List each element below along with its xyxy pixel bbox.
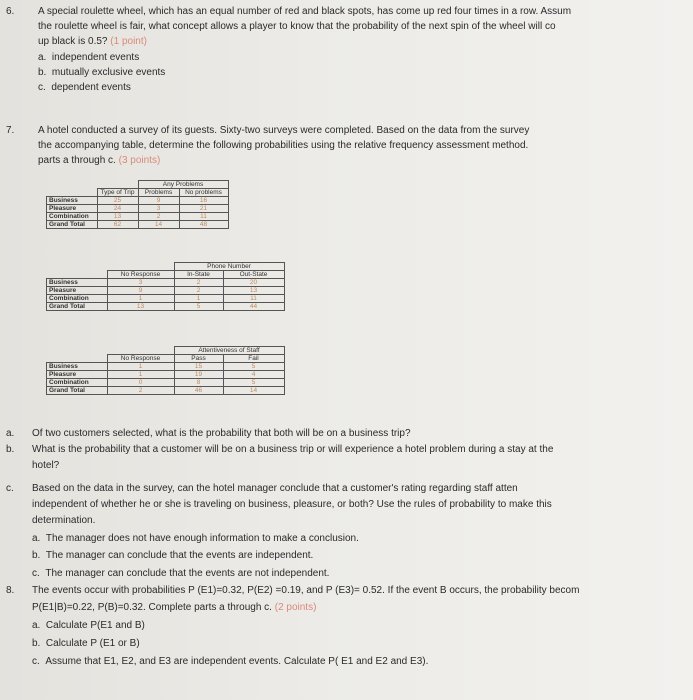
table-col-header: Fail [223,355,284,363]
cell: 25 [97,197,138,205]
part-letter: c. [32,656,40,667]
q7-points: (3 points) [118,155,161,166]
q6-number: 6. [6,6,15,17]
q7-part-b-line2: hotel? [32,460,60,471]
q6-points: (1 point) [110,36,147,47]
part-text: Assume that E1, E2, and E3 are independent events. Calculate P( E1 and E2 and E3). [45,656,429,667]
option-text: mutually exclusive events [51,67,166,78]
cell: 3 [107,279,174,287]
table-row [47,387,285,395]
table-col-header: No Response [107,355,174,363]
table-col-header: Pass [174,355,223,363]
table-group-header: Attentiveness of Staff [174,347,284,355]
option-text: The manager does not have enough information to make a conclusion. [45,533,359,544]
table-row [47,363,285,371]
q7-text-line1: A hotel conducted a survey of its guests. Sixty-two surveys were completed. Based on the data from the survey [38,125,530,136]
cell: 2 [107,387,174,395]
cell: 1 [107,371,174,379]
table-any-problems [46,180,229,229]
table-row [47,379,285,387]
q8-points: (2 points) [274,602,317,613]
q6-text-line3-text: up black is 0.5? [38,36,108,47]
cell: 9 [107,287,174,295]
cell: 8 [174,379,223,387]
table-row [47,205,229,213]
option-letter: c. [32,568,40,579]
row-label: Business [47,363,108,371]
q6-option-a[interactable] [38,50,139,65]
q6-option-b[interactable] [38,65,165,80]
cell: 2 [174,279,223,287]
q7-part-c-line1: Based on the data in the survey, can the hotel manager conclude that a customer's rating regarding staff atten [32,483,518,494]
cell: 5 [223,363,284,371]
cell: 1 [107,295,174,303]
q7-part-a-letter: a. [6,428,15,439]
cell: 4 [223,371,284,379]
q7-part-b-letter: b. [6,444,15,455]
option-text: The manager can conclude that the events are not independent. [45,568,330,579]
table-col-header: No Response [107,271,174,279]
row-label: Pleasure [47,205,98,213]
row-label: Combination [47,295,108,303]
cell: 21 [179,205,228,213]
cell: 2 [174,287,223,295]
q7c-option-c[interactable] [32,566,329,581]
option-text: The manager can conclude that the events are independent. [45,550,314,561]
q7-part-c-line3: determination. [32,515,96,526]
option-letter: c. [38,82,46,93]
q8-text-line1: The events occur with probabilities P (E1)=0.32, P(E2) =0.19, and P (E3)= 0.52. If the event B occurs, the probability becom [32,585,580,596]
cell: 19 [174,371,223,379]
row-label: Grand Total [47,221,98,229]
cell: 5 [174,303,223,311]
table-col-header: Problems [138,189,179,197]
q8-text-line2-text: P(E1|B)=0.22, P(B)=0.32. Complete parts a through c. [32,602,272,613]
table-col-header: In-State [174,271,223,279]
cell: 5 [223,379,284,387]
option-letter: a. [32,533,41,544]
q8-part-c [32,654,428,669]
cell: 62 [97,221,138,229]
cell: 13 [223,287,284,295]
table-row [47,213,229,221]
row-label: Business [47,279,108,287]
q7-part-a-text: Of two customers selected, what is the probability that both will be on a business trip? [32,428,411,439]
table-row [47,303,285,311]
cell: 13 [107,303,174,311]
table-phone-number [46,262,285,311]
cell: 44 [223,303,284,311]
q8-part-a [32,618,145,633]
q7-text-line3 [38,153,160,168]
q6-text-line1: A special roulette wheel, which has an equal number of red and black spots, has come up red four times in a row. Assum [38,6,572,17]
table-row [47,279,285,287]
q7-number: 7. [6,125,15,136]
cell: 2 [138,213,179,221]
q7c-option-b[interactable] [32,548,313,563]
table-row [47,295,285,303]
q8-text-line2 [32,600,316,615]
cell: 0 [107,379,174,387]
option-text: dependent events [51,82,131,93]
table-row [47,287,285,295]
q7-text-line3-text: parts a through c. [38,155,116,166]
cell: 9 [138,197,179,205]
part-letter: a. [32,620,41,631]
table-row [47,371,285,379]
row-label: Business [47,197,98,205]
cell: 11 [179,213,228,221]
cell: 15 [174,363,223,371]
table-group-header: Any Problems [138,181,228,189]
option-letter: b. [32,550,41,561]
q6-text-line2: the roulette wheel is fair, what concept allows a player to know that the probability of the next spin of the wheel will co [38,21,556,32]
table-group-header: Phone Number [174,263,284,271]
table-row [47,221,229,229]
row-label: Combination [47,213,98,221]
q7-part-c-letter: c. [6,483,14,494]
row-label: Combination [47,379,108,387]
table-attentiveness [46,346,285,395]
part-letter: b. [32,638,41,649]
cell: 24 [97,205,138,213]
part-text: Calculate P(E1 and B) [45,620,145,631]
cell: 48 [179,221,228,229]
q6-text-line3 [38,34,147,49]
cell: 1 [174,295,223,303]
cell: 16 [179,197,228,205]
q7-part-c-line2: independent of whether he or she is traveling on business, pleasure, or both? Use the rules of probability to make this [32,499,552,510]
q7-text-line2: the accompanying table, determine the following probabilities using the relative frequency assessment method. [38,140,529,151]
option-letter: a. [38,52,47,63]
q7-part-b-line1: What is the probability that a customer will be on a business trip or will experience a hotel problem during a stay at the [32,444,554,455]
q8-part-b [32,636,140,651]
row-label: Pleasure [47,371,108,379]
row-label: Grand Total [47,303,108,311]
q8-number: 8. [6,585,15,596]
cell: 46 [174,387,223,395]
table-row [47,197,229,205]
row-label: Grand Total [47,387,108,395]
table-col-header: Type of Trip [97,189,138,197]
part-text: Calculate P (E1 or B) [45,638,140,649]
cell: 13 [97,213,138,221]
cell: 11 [223,295,284,303]
cell: 1 [107,363,174,371]
q6-option-c[interactable] [38,80,131,95]
table-col-header: No problems [179,189,228,197]
option-letter: b. [38,67,47,78]
option-text: independent events [51,52,140,63]
cell: 3 [138,205,179,213]
cell: 14 [223,387,284,395]
row-label: Pleasure [47,287,108,295]
cell: 14 [138,221,179,229]
cell: 20 [223,279,284,287]
q7c-option-a[interactable] [32,531,359,546]
table-col-header: Out-State [223,271,284,279]
